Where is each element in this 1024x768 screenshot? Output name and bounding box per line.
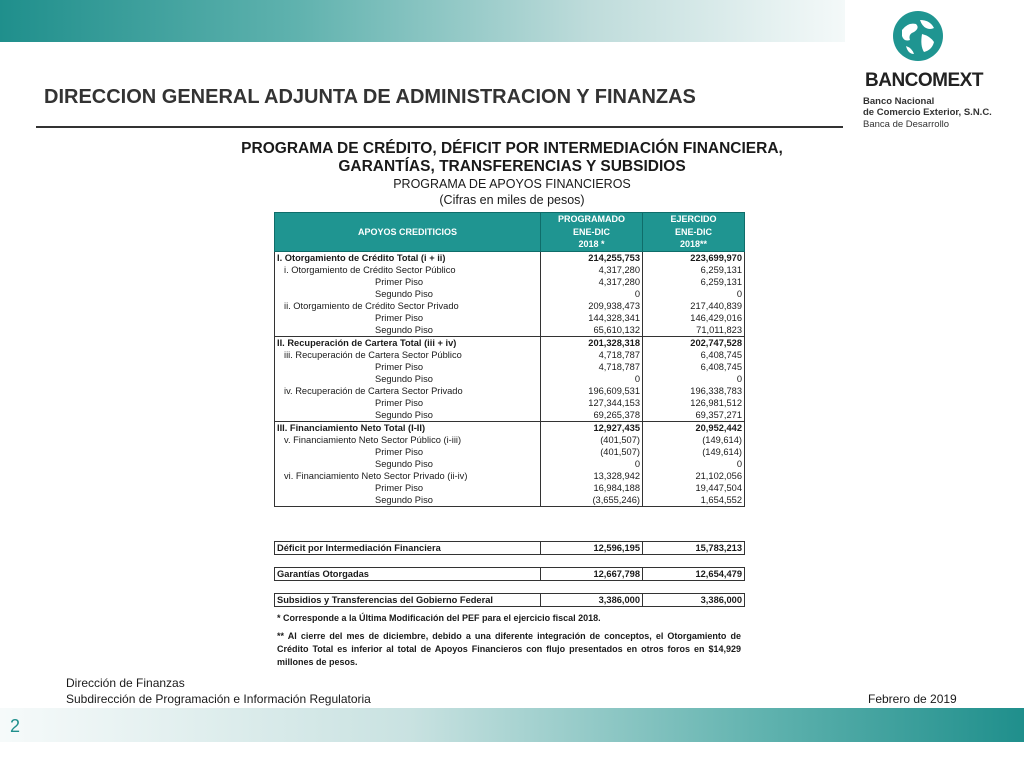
row-label: II. Recuperación de Cartera Total (iii + iv) xyxy=(275,336,541,349)
footer-subdepartment: Subdirección de Programación e Información Regulatoria xyxy=(66,692,371,706)
programado-value: 16,984,188 xyxy=(541,482,643,494)
ejercido-value: 146,429,016 xyxy=(643,312,745,324)
programado-value: 0 xyxy=(541,458,643,470)
col-header-concept: APOYOS CREDITICIOS xyxy=(275,213,541,252)
ejercido-value: (149,614) xyxy=(643,434,745,446)
ejercido-value: 20,952,442 xyxy=(643,421,745,434)
row-label: Déficit por Intermediación Financiera xyxy=(275,542,541,555)
row-label: Segundo Piso xyxy=(275,324,541,337)
programado-value: (3,655,246) xyxy=(541,494,643,507)
title-divider xyxy=(36,126,843,128)
ejercido-value: 6,408,745 xyxy=(643,349,745,361)
table-row xyxy=(275,251,745,264)
programado-value: 12,667,798 xyxy=(541,568,643,581)
table-row xyxy=(275,312,745,324)
row-label: vi. Financiamiento Neto Sector Privado (ii-iv) xyxy=(275,470,541,482)
row-label: iv. Recuperación de Cartera Sector Privado xyxy=(275,385,541,397)
ejercido-value: 196,338,783 xyxy=(643,385,745,397)
row-label: Primer Piso xyxy=(275,276,541,288)
report-heading-1: PROGRAMA DE CRÉDITO, DÉFICIT POR INTERMEDIACIÓN FINANCIERA, xyxy=(241,140,783,157)
programado-value: 209,938,473 xyxy=(541,300,643,312)
globe-icon xyxy=(892,10,944,62)
table-row xyxy=(275,494,745,507)
financial-table xyxy=(274,212,745,507)
programado-value: 214,255,753 xyxy=(541,251,643,264)
col-header-ejercido: EJERCIDO ENE-DIC 2018** xyxy=(643,213,745,252)
programado-value: 12,596,195 xyxy=(541,542,643,555)
footnote-2: ** Al cierre del mes de diciembre, debido a una diferente integración de conceptos, el Otorgamiento de Crédito Total es inferior al total de Apoyos Financieros con flujo presentados en otros foros en $14,929 millones de pesos. xyxy=(277,631,741,667)
programado-value: 69,265,378 xyxy=(541,409,643,422)
programado-value: 65,610,132 xyxy=(541,324,643,337)
row-label: Primer Piso xyxy=(275,397,541,409)
programado-value: 4,317,280 xyxy=(541,264,643,276)
table-row xyxy=(275,385,745,397)
table-row xyxy=(275,434,745,446)
row-label: Segundo Piso xyxy=(275,458,541,470)
ejercido-value: 71,011,823 xyxy=(643,324,745,337)
ejercido-value: 3,386,000 xyxy=(643,594,745,607)
programado-value: 4,718,787 xyxy=(541,349,643,361)
logo-subtitle-3: Banca de Desarrollo xyxy=(863,119,950,130)
ejercido-value: 202,747,528 xyxy=(643,336,745,349)
programado-value: 4,718,787 xyxy=(541,361,643,373)
programado-value: 3,386,000 xyxy=(541,594,643,607)
table-row xyxy=(275,482,745,494)
row-label: Primer Piso xyxy=(275,482,541,494)
row-label: v. Financiamiento Neto Sector Público (i-iii) xyxy=(275,434,541,446)
programado-value: (401,507) xyxy=(541,434,643,446)
ejercido-value: 6,408,745 xyxy=(643,361,745,373)
row-label: Segundo Piso xyxy=(275,288,541,300)
programado-value: 13,328,942 xyxy=(541,470,643,482)
row-label: ii. Otorgamiento de Crédito Sector Privado xyxy=(275,300,541,312)
page-number: 2 xyxy=(10,716,21,736)
table-row xyxy=(275,446,745,458)
ejercido-value: 0 xyxy=(643,458,745,470)
programado-value: 0 xyxy=(541,373,643,385)
ejercido-value: 19,447,504 xyxy=(643,482,745,494)
report-subheading: PROGRAMA DE APOYOS FINANCIEROS xyxy=(393,177,631,191)
table-row xyxy=(275,373,745,385)
ejercido-value: 6,259,131 xyxy=(643,264,745,276)
table-row xyxy=(275,542,745,555)
row-label: Segundo Piso xyxy=(275,494,541,507)
row-label: iii. Recuperación de Cartera Sector Público xyxy=(275,349,541,361)
table-row xyxy=(275,397,745,409)
page-title: DIRECCION GENERAL ADJUNTA DE ADMINISTRACION Y FINANZAS xyxy=(44,86,696,108)
row-label: Primer Piso xyxy=(275,446,541,458)
programado-value: 12,927,435 xyxy=(541,421,643,434)
bancomext-logo xyxy=(860,10,992,130)
row-label: I. Otorgamiento de Crédito Total (i + ii) xyxy=(275,251,541,264)
garantias-table xyxy=(274,567,745,581)
ejercido-value: 0 xyxy=(643,288,745,300)
row-label: Garantías Otorgadas xyxy=(275,568,541,581)
ejercido-value: 12,654,479 xyxy=(643,568,745,581)
programado-value: (401,507) xyxy=(541,446,643,458)
table-row xyxy=(275,458,745,470)
table-row xyxy=(275,409,745,422)
table-row xyxy=(275,276,745,288)
col-header-programado: PROGRAMADO ENE-DIC 2018 * xyxy=(541,213,643,252)
table-row xyxy=(275,264,745,276)
row-label: Subsidios y Transferencias del Gobierno Federal xyxy=(275,594,541,607)
logo-name: BANCOMEXT xyxy=(865,70,983,91)
bottom-decorative-band xyxy=(0,708,1024,742)
ejercido-value: 223,699,970 xyxy=(643,251,745,264)
table-row xyxy=(275,288,745,300)
table-row xyxy=(275,470,745,482)
table-row xyxy=(275,349,745,361)
table-row xyxy=(275,300,745,312)
table-row xyxy=(275,324,745,337)
row-label: Primer Piso xyxy=(275,361,541,373)
ejercido-value: 1,654,552 xyxy=(643,494,745,507)
report-heading-2: GARANTÍAS, TRANSFERENCIAS Y SUBSIDIOS xyxy=(338,158,686,175)
ejercido-value: 21,102,056 xyxy=(643,470,745,482)
units-note: (Cifras en miles de pesos) xyxy=(439,193,585,207)
logo-subtitle-1: Banco Nacional xyxy=(863,96,935,107)
table-row xyxy=(275,336,745,349)
table-row xyxy=(275,568,745,581)
row-label: III. Financiamiento Neto Total (I-II) xyxy=(275,421,541,434)
table-row xyxy=(275,594,745,607)
ejercido-value: 126,981,512 xyxy=(643,397,745,409)
row-label: Segundo Piso xyxy=(275,409,541,422)
programado-value: 201,328,318 xyxy=(541,336,643,349)
programado-value: 0 xyxy=(541,288,643,300)
subsidios-table xyxy=(274,593,745,607)
programado-value: 4,317,280 xyxy=(541,276,643,288)
logo-subtitle-2: de Comercio Exterior, S.N.C. xyxy=(863,107,992,118)
footnote-1: * Corresponde a la Última Modificación del PEF para el ejercicio fiscal 2018. xyxy=(277,613,601,623)
ejercido-value: 0 xyxy=(643,373,745,385)
programado-value: 127,344,153 xyxy=(541,397,643,409)
row-label: Primer Piso xyxy=(275,312,541,324)
programado-value: 144,328,341 xyxy=(541,312,643,324)
row-label: Segundo Piso xyxy=(275,373,541,385)
ejercido-value: 15,783,213 xyxy=(643,542,745,555)
ejercido-value: 6,259,131 xyxy=(643,276,745,288)
programado-value: 196,609,531 xyxy=(541,385,643,397)
row-label: i. Otorgamiento de Crédito Sector Público xyxy=(275,264,541,276)
deficit-table xyxy=(274,541,745,555)
top-decorative-band xyxy=(0,0,845,42)
ejercido-value: 217,440,839 xyxy=(643,300,745,312)
footer-department: Dirección de Finanzas xyxy=(66,676,185,690)
table-row xyxy=(275,361,745,373)
ejercido-value: (149,614) xyxy=(643,446,745,458)
table-row xyxy=(275,421,745,434)
footer-date: Febrero de 2019 xyxy=(868,692,957,706)
ejercido-value: 69,357,271 xyxy=(643,409,745,422)
